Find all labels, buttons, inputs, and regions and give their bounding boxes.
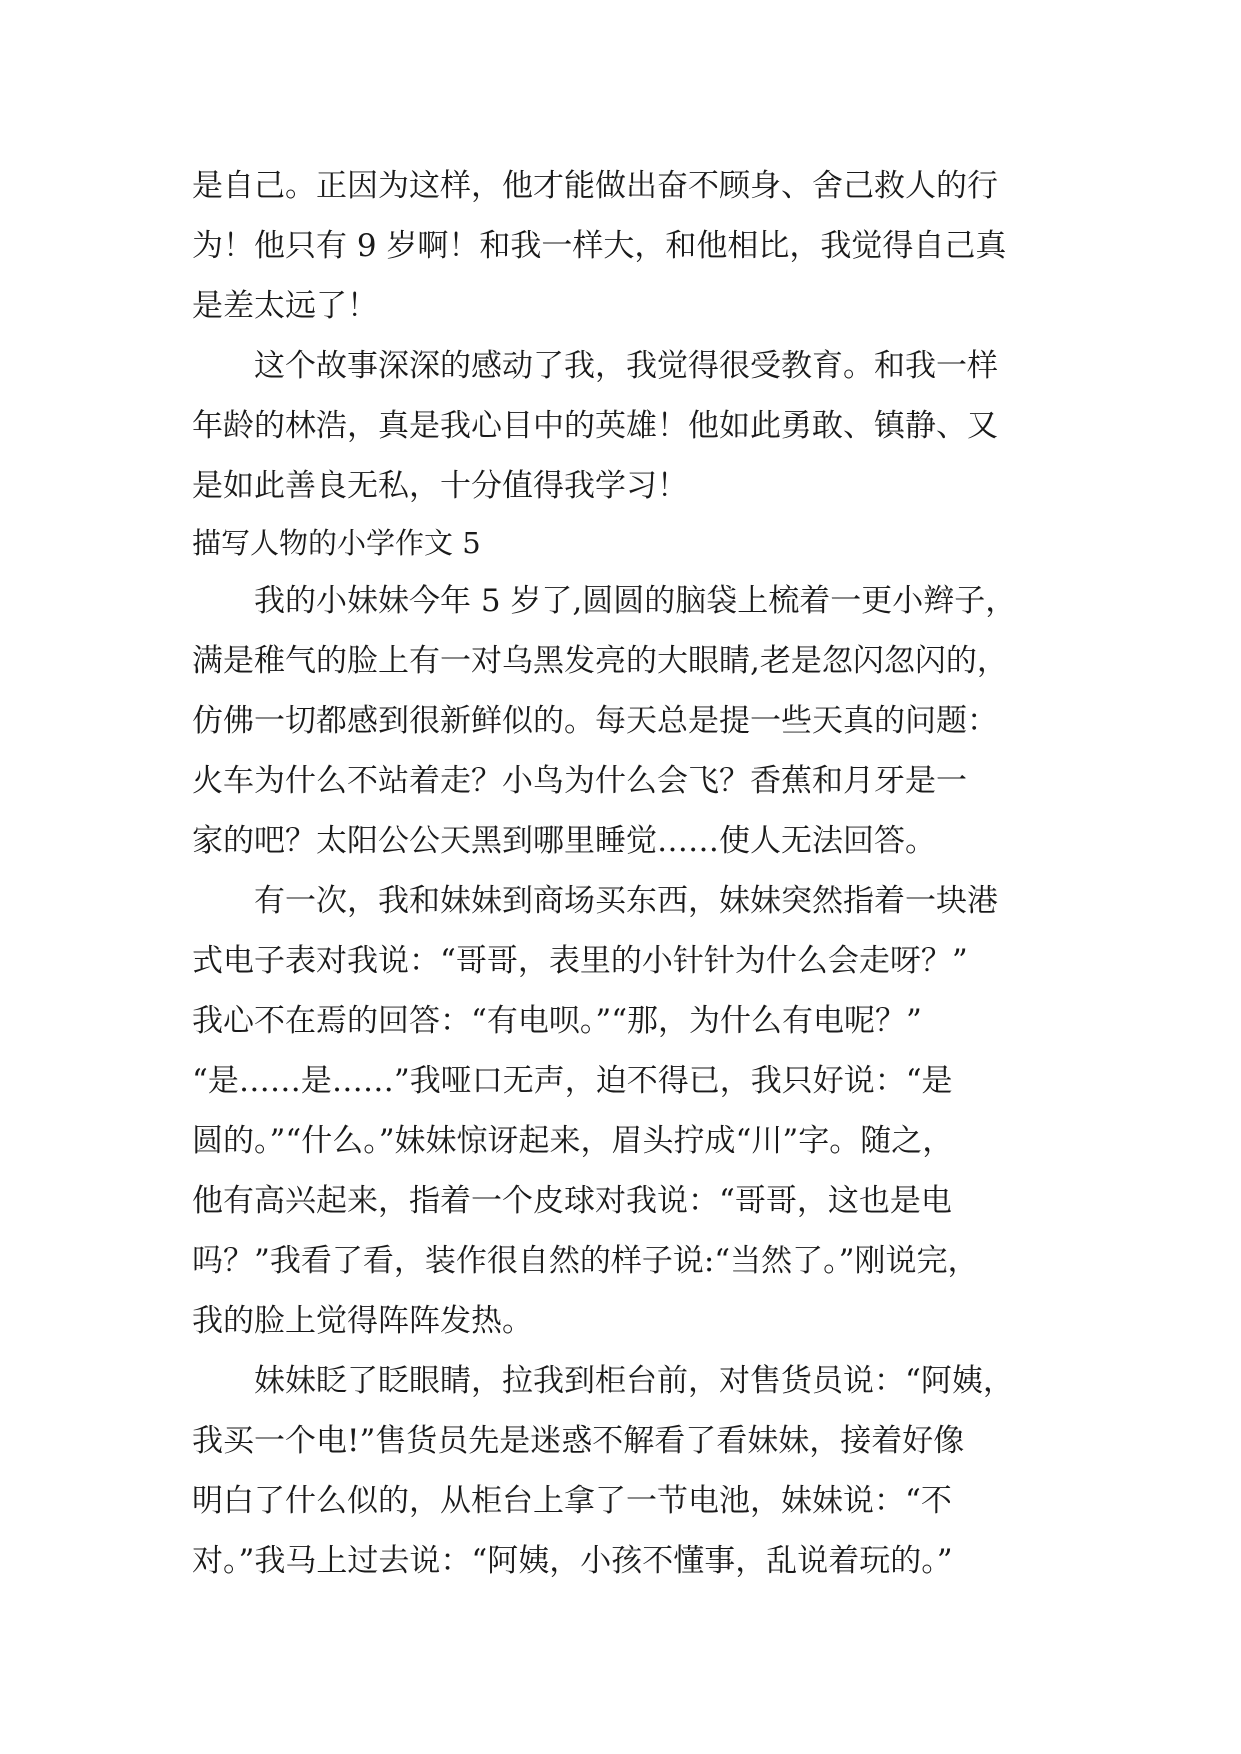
text-line: 年龄的林浩，真是我心目中的英雄！他如此勇敢、镇静、又 — [192, 408, 998, 444]
text-line: 家的吧？太阳公公天黑到哪里睡觉……使人无法回答。 — [192, 823, 936, 859]
text-line: 仿佛一切都感到很新鲜似的。每天总是提一些天真的问题： — [192, 703, 998, 739]
paragraph-previous-conclusion — [192, 336, 1072, 516]
text-line: 我心不在焉的回答：“有电呗。”“那，为什么有电呢？” — [192, 1003, 922, 1039]
text-line: 圆的。”“什么。”妹妹惊讶起来，眉头拧成“川”字。随之， — [192, 1123, 954, 1159]
text-line: 是如此善良无私，十分值得我学习！ — [192, 468, 688, 504]
document-body — [192, 156, 1072, 1591]
text-line: 对。”我马上过去说：“阿姨，小孩不懂事，乱说着玩的。” — [192, 1543, 953, 1579]
text-line: 是差太远了！ — [192, 288, 378, 324]
text-line: 式电子表对我说：“哥哥，表里的小针针为什么会走呀？” — [192, 943, 968, 979]
text-line: 这个故事深深的感动了我，我觉得很受教育。和我一样 — [254, 348, 998, 384]
paragraph-previous-ending — [192, 156, 1072, 336]
section-heading: 描写人物的小学作文 5 — [192, 526, 481, 560]
text-line: “是……是……”我哑口无声，迫不得已，我只好说：“是 — [192, 1063, 953, 1099]
text-line: 吗？”我看了看，装作很自然的样子说:“当然了。”刚说完， — [192, 1243, 979, 1279]
paragraph-3 — [192, 1351, 1072, 1591]
paragraph-2 — [192, 871, 1072, 1351]
text-line: 我的脸上觉得阵阵发热。 — [192, 1303, 533, 1339]
text-line: 明白了什么似的，从柜台上拿了一节电池，妹妹说：“不 — [192, 1483, 952, 1519]
text-line: 我买一个电!”售货员先是迷惑不解看了看妹妹，接着好像 — [192, 1423, 965, 1459]
text-line: 我的小妹妹今年 5 岁了,圆圆的脑袋上梳着一更小辫子， — [254, 583, 1017, 619]
text-line: 有一次，我和妹妹到商场买东西，妹妹突然指着一块港 — [254, 883, 998, 919]
text-line: 满是稚气的脸上有一对乌黑发亮的大眼睛,老是忽闪忽闪的， — [192, 643, 1008, 679]
text-line: 火车为什么不站着走？小鸟为什么会飞？香蕉和月牙是一 — [192, 763, 967, 799]
text-line: 是自己。正因为这样，他才能做出奋不顾身、舍己救人的行 — [192, 168, 998, 204]
text-line: 妹妹眨了眨眼睛，拉我到柜台前，对售货员说：“阿姨， — [254, 1363, 1014, 1399]
paragraph-1 — [192, 571, 1072, 871]
text-line: 为！他只有 9 岁啊！和我一样大，和他相比，我觉得自己真 — [192, 228, 1007, 264]
text-line: 他有高兴起来，指着一个皮球对我说：“哥哥，这也是电 — [192, 1183, 952, 1219]
